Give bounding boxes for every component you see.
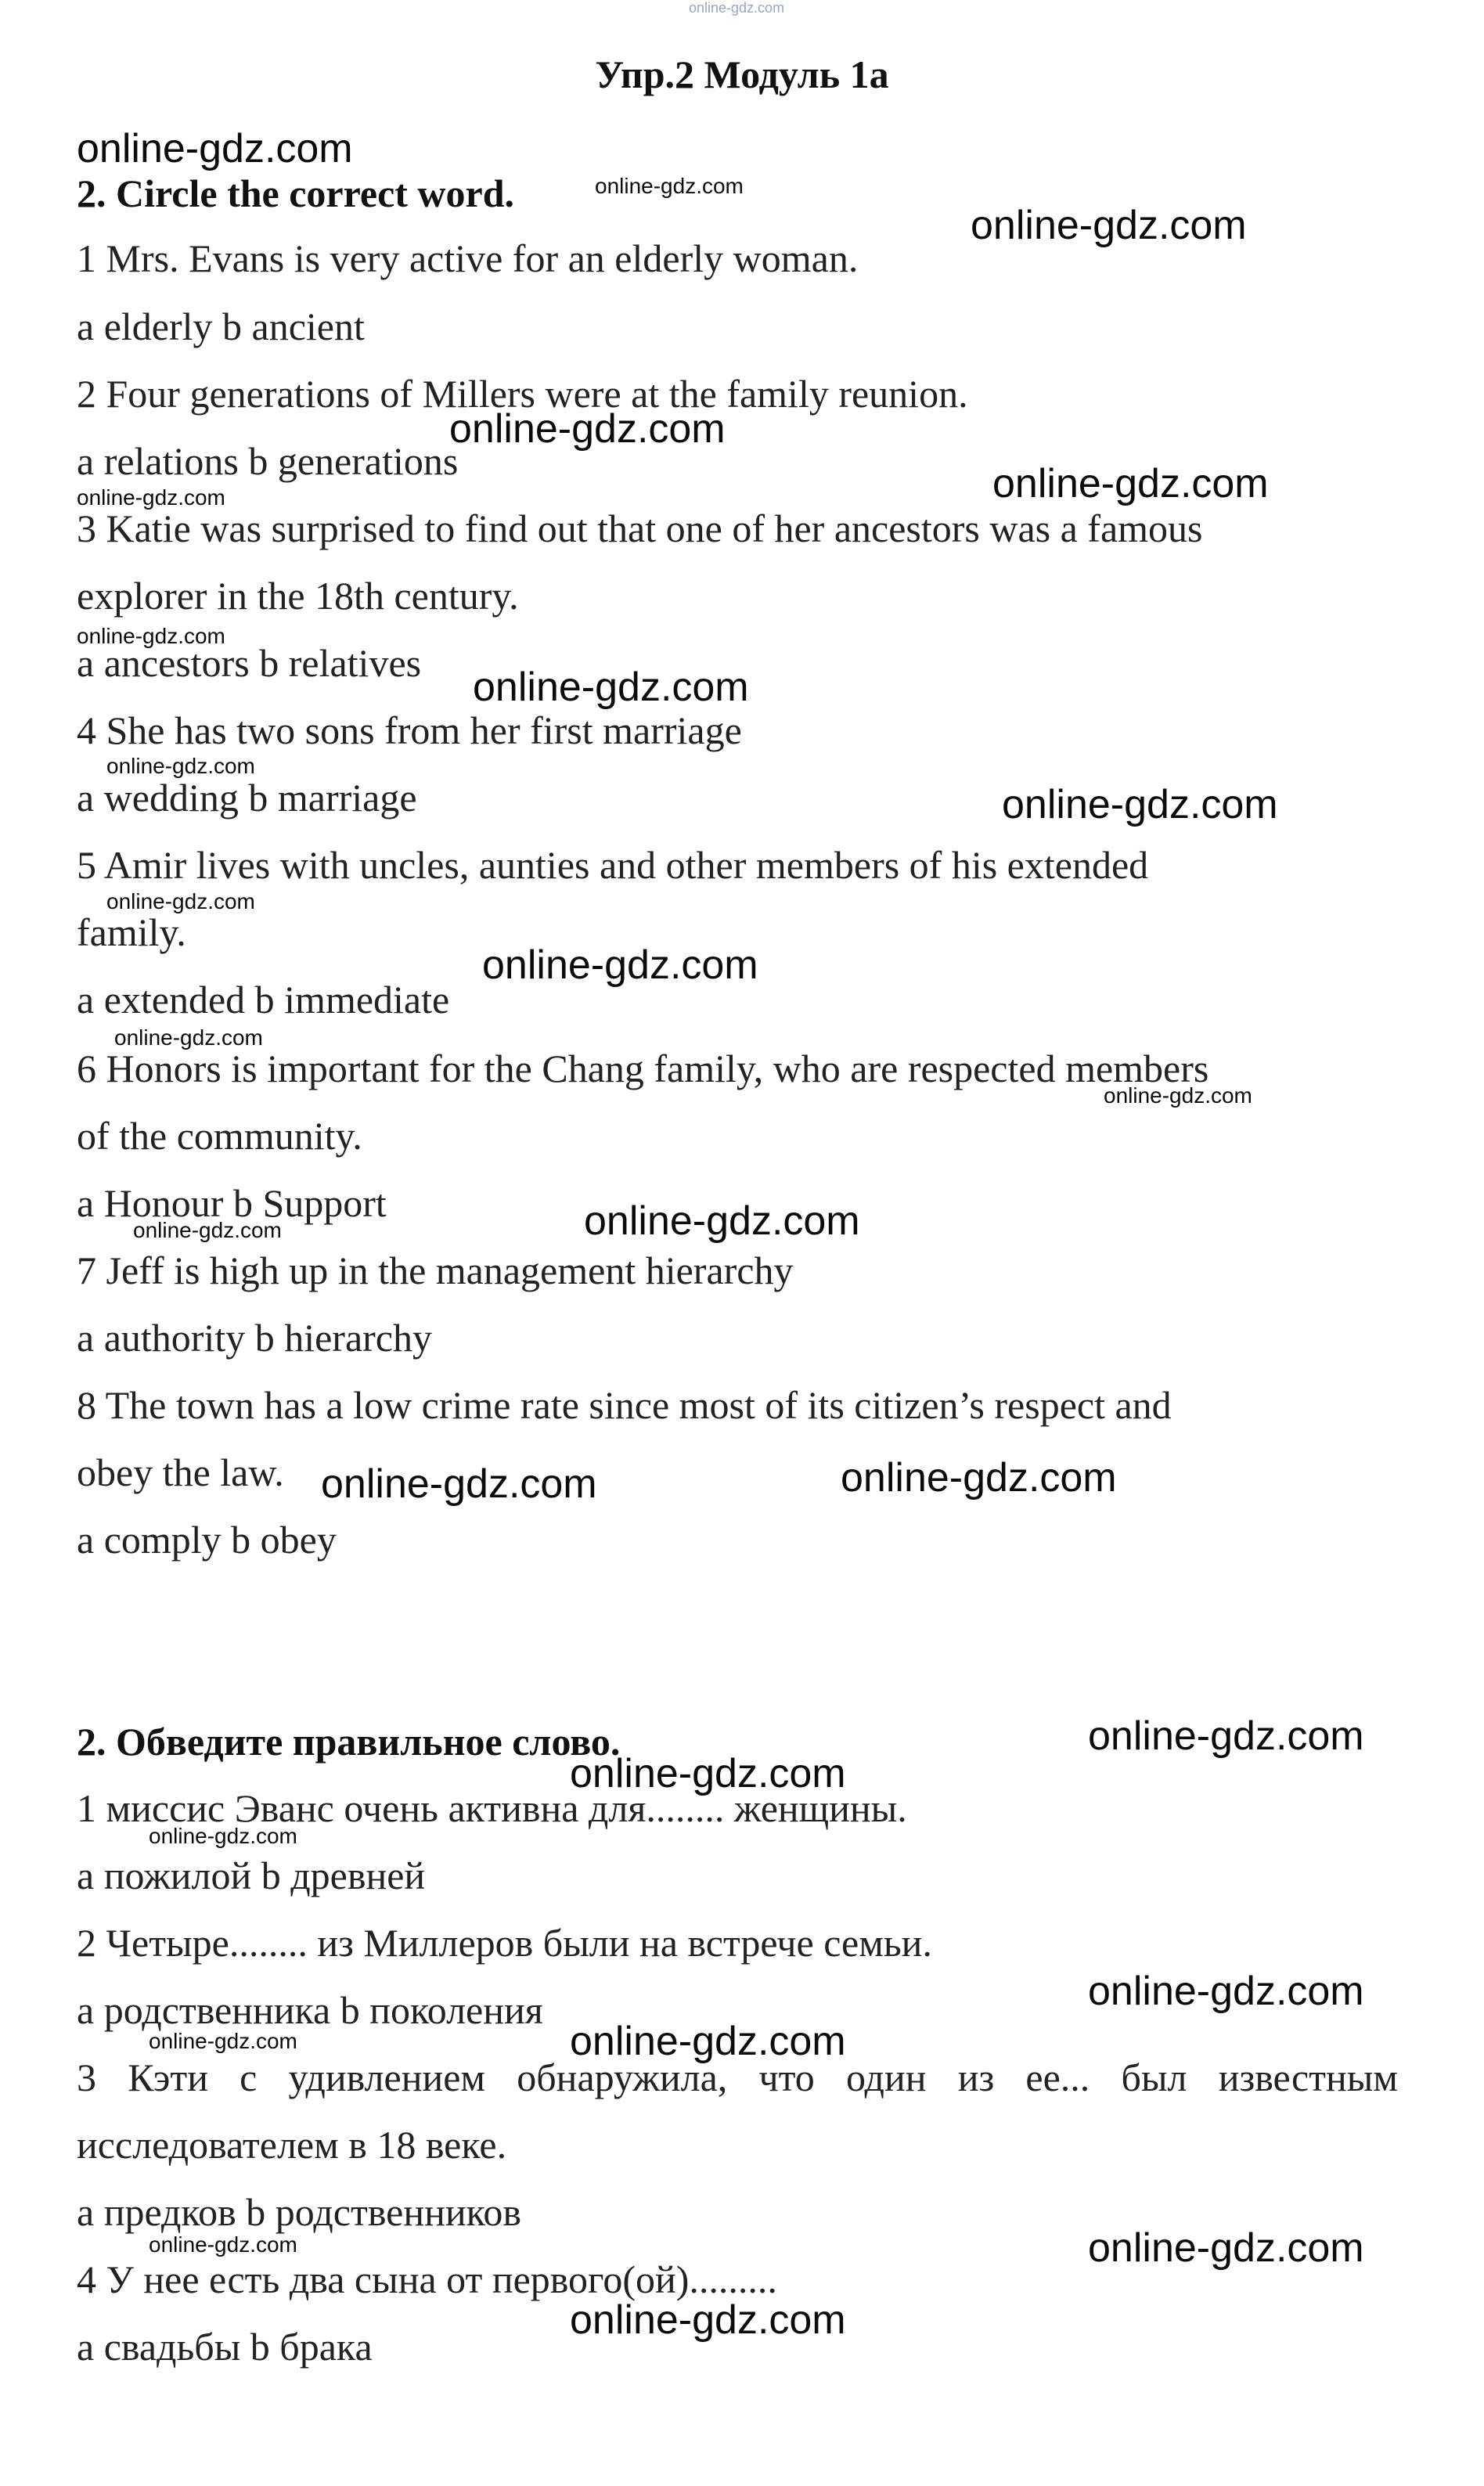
english-heading: 2. Circle the correct word. — [77, 171, 515, 215]
watermark: online-gdz.com — [570, 1751, 846, 1796]
english-line: 6 Honors is important for the Chang family, who are respected members — [77, 1047, 1209, 1090]
english-line: a relations b generations — [77, 439, 459, 483]
watermark: online-gdz.com — [1088, 1713, 1364, 1759]
watermark: online-gdz.com — [473, 665, 749, 710]
watermark: online-gdz.com — [482, 942, 758, 988]
watermark: online-gdz.com — [77, 126, 353, 171]
watermark: online-gdz.com — [992, 461, 1269, 506]
watermark: online-gdz.com — [1002, 782, 1278, 827]
watermark: online-gdz.com — [1104, 1083, 1252, 1108]
english-line: obey the law. — [77, 1450, 284, 1494]
russian-line: a родственника b поколения — [77, 1988, 543, 2032]
watermark: online-gdz.com — [114, 1025, 263, 1050]
russian-line: 3 Кэти с удивлением обнаружила, что один из ее... был известным — [77, 2055, 1398, 2099]
page-title: Упр.2 Модуль 1а — [595, 52, 889, 96]
english-line: 5 Amir lives with uncles, aunties and other members of his extended — [77, 843, 1149, 887]
watermark: online-gdz.com — [106, 754, 255, 778]
russian-heading: 2. Обведите правильное слово. — [77, 1720, 621, 1764]
russian-line: исследователем в 18 веке. — [77, 2123, 507, 2167]
watermark: online-gdz.com — [77, 624, 225, 648]
english-line: a ancestors b relatives — [77, 641, 422, 685]
russian-line: a предков b родственников — [77, 2190, 521, 2234]
english-line: family. — [77, 910, 186, 954]
watermark: online-gdz.com — [149, 2232, 297, 2257]
watermark: online-gdz.com — [971, 203, 1247, 248]
english-line: a comply b obey — [77, 1518, 337, 1562]
english-line: a elderly b ancient — [77, 304, 365, 348]
watermark: online-gdz.com — [584, 1198, 860, 1244]
english-line: 1 Mrs. Evans is very active for an elderly woman. — [77, 236, 859, 280]
watermark: online-gdz.com — [106, 889, 255, 913]
english-line: 3 Katie was surprised to find out that one of her ancestors was a famous — [77, 506, 1203, 550]
watermark: online-gdz.com — [1088, 1969, 1364, 2014]
english-line: a wedding b marriage — [77, 776, 417, 820]
watermark-top: online-gdz.com — [689, 0, 785, 16]
watermark: online-gdz.com — [133, 1218, 282, 1242]
russian-line: 4 У нее есть два сына от первого(ой)......... — [77, 2257, 777, 2301]
english-line: 7 Jeff is high up in the management hierarchy — [77, 1248, 794, 1292]
watermark: online-gdz.com — [570, 2297, 846, 2343]
watermark: online-gdz.com — [1088, 2225, 1364, 2271]
watermark: online-gdz.com — [841, 1455, 1117, 1501]
russian-line: 2 Четыре........ из Миллеров были на встрече семьи. — [77, 1921, 932, 1965]
russian-line: 1 миссис Эванс очень активна для........ женщины. — [77, 1786, 907, 1830]
english-line: 2 Four generations of Millers were at the family reunion. — [77, 372, 968, 416]
english-line: a Honour b Support — [77, 1181, 387, 1225]
english-line: a extended b immediate — [77, 978, 450, 1021]
russian-line: a свадьбы b брака — [77, 2325, 373, 2369]
watermark: online-gdz.com — [149, 1824, 297, 1848]
watermark: online-gdz.com — [595, 174, 744, 198]
watermark: online-gdz.com — [570, 2019, 846, 2064]
english-line: explorer in the 18th century. — [77, 574, 519, 618]
english-line: a authority b hierarchy — [77, 1316, 432, 1360]
watermark: online-gdz.com — [149, 2029, 297, 2053]
watermark: online-gdz.com — [77, 485, 225, 510]
russian-line: a пожилой b древней — [77, 1854, 426, 1897]
watermark: online-gdz.com — [449, 406, 726, 452]
english-line: 4 She has two sons from her first marriage — [77, 708, 742, 752]
english-line: of the community. — [77, 1114, 362, 1158]
english-line: 8 The town has a low crime rate since most of its citizen’s respect and — [77, 1383, 1172, 1427]
watermark: online-gdz.com — [321, 1461, 597, 1507]
